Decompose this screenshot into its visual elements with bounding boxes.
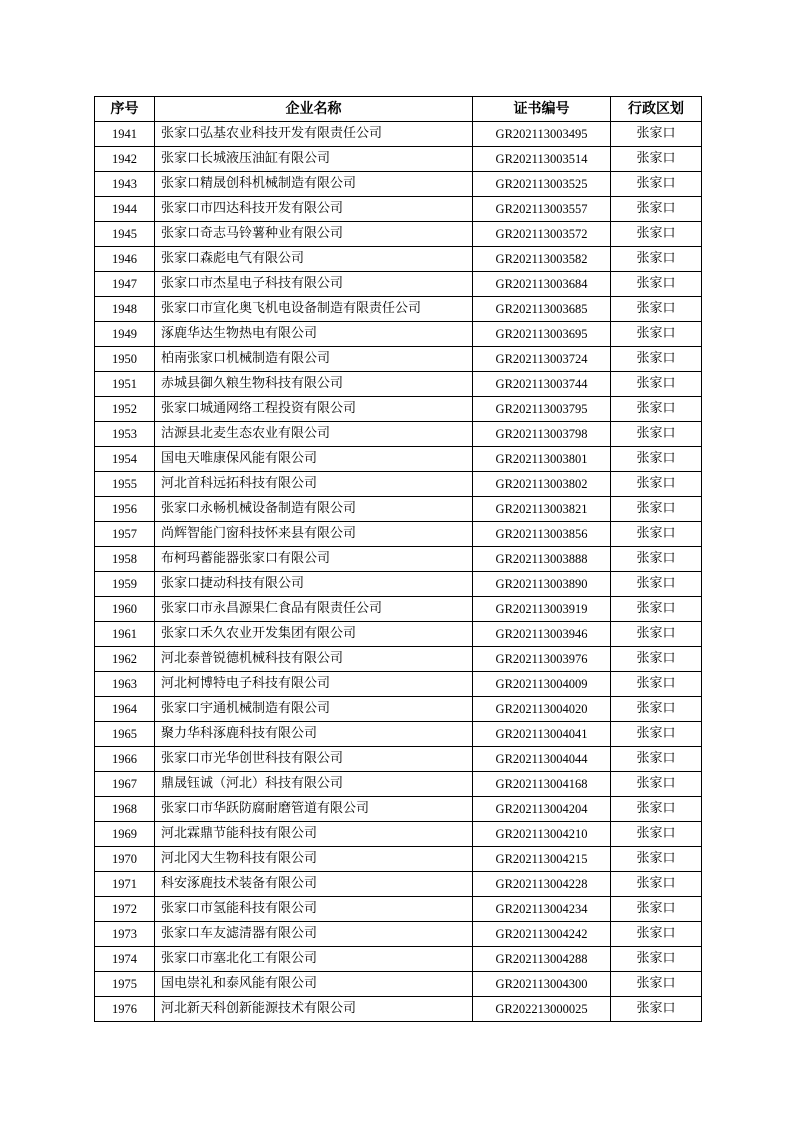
serial-number-cell: 1969	[95, 822, 155, 847]
company-name-cell: 河北冈大生物科技有限公司	[155, 847, 473, 872]
company-name-cell: 张家口城通网络工程投资有限公司	[155, 397, 473, 422]
serial-number-cell: 1968	[95, 797, 155, 822]
region-cell: 张家口	[611, 447, 702, 472]
header-serial-number: 序号	[95, 97, 155, 122]
table-row	[95, 372, 702, 397]
company-name-cell: 张家口市华跃防腐耐磨管道有限公司	[155, 797, 473, 822]
certificate-number-cell: GR202113003798	[473, 422, 611, 447]
certificate-number-cell: GR202113003919	[473, 597, 611, 622]
certificate-number-cell: GR202113003685	[473, 297, 611, 322]
company-name-cell: 涿鹿华达生物热电有限公司	[155, 322, 473, 347]
region-cell: 张家口	[611, 347, 702, 372]
table-row	[95, 322, 702, 347]
region-cell: 张家口	[611, 222, 702, 247]
serial-number-cell: 1950	[95, 347, 155, 372]
company-name-cell: 河北柯博特电子科技有限公司	[155, 672, 473, 697]
region-cell: 张家口	[611, 497, 702, 522]
table-row	[95, 347, 702, 372]
table-row	[95, 847, 702, 872]
region-cell: 张家口	[611, 997, 702, 1022]
serial-number-cell: 1953	[95, 422, 155, 447]
serial-number-cell: 1972	[95, 897, 155, 922]
company-name-cell: 张家口市氢能科技有限公司	[155, 897, 473, 922]
serial-number-cell: 1943	[95, 172, 155, 197]
company-name-cell: 柏南张家口机械制造有限公司	[155, 347, 473, 372]
company-name-cell: 科安涿鹿技术装备有限公司	[155, 872, 473, 897]
company-name-cell: 张家口长城液压油缸有限公司	[155, 147, 473, 172]
serial-number-cell: 1952	[95, 397, 155, 422]
region-cell: 张家口	[611, 572, 702, 597]
serial-number-cell: 1949	[95, 322, 155, 347]
certificate-number-cell: GR202113004234	[473, 897, 611, 922]
company-name-cell: 张家口市杰星电子科技有限公司	[155, 272, 473, 297]
company-name-cell: 张家口市四达科技开发有限公司	[155, 197, 473, 222]
company-name-cell: 张家口弘基农业科技开发有限责任公司	[155, 122, 473, 147]
header-certificate-number: 证书编号	[473, 97, 611, 122]
serial-number-cell: 1959	[95, 572, 155, 597]
region-cell: 张家口	[611, 522, 702, 547]
certificate-number-cell: GR202113004242	[473, 922, 611, 947]
certificate-number-cell: GR202113004215	[473, 847, 611, 872]
serial-number-cell: 1960	[95, 597, 155, 622]
region-cell: 张家口	[611, 847, 702, 872]
certificate-number-cell: GR202113003890	[473, 572, 611, 597]
company-name-cell: 赤城县御久粮生物科技有限公司	[155, 372, 473, 397]
certificate-number-cell: GR202113004210	[473, 822, 611, 847]
region-cell: 张家口	[611, 722, 702, 747]
region-cell: 张家口	[611, 922, 702, 947]
company-name-cell: 河北首科远拓科技有限公司	[155, 472, 473, 497]
region-cell: 张家口	[611, 822, 702, 847]
region-cell: 张家口	[611, 897, 702, 922]
serial-number-cell: 1964	[95, 697, 155, 722]
serial-number-cell: 1967	[95, 772, 155, 797]
certificate-number-cell: GR202113004228	[473, 872, 611, 897]
certificate-number-cell: GR202113004041	[473, 722, 611, 747]
company-name-cell: 张家口市宣化奥飞机电设备制造有限责任公司	[155, 297, 473, 322]
company-name-cell: 河北泰普锐德机械科技有限公司	[155, 647, 473, 672]
certificate-number-cell: GR202113003525	[473, 172, 611, 197]
serial-number-cell: 1974	[95, 947, 155, 972]
table-row	[95, 747, 702, 772]
region-cell: 张家口	[611, 597, 702, 622]
table-row	[95, 647, 702, 672]
certificate-number-cell: GR202113004009	[473, 672, 611, 697]
company-name-cell: 张家口市塞北化工有限公司	[155, 947, 473, 972]
region-cell: 张家口	[611, 297, 702, 322]
company-name-cell: 国电崇礼和泰风能有限公司	[155, 972, 473, 997]
certificate-number-cell: GR202113004204	[473, 797, 611, 822]
table-row	[95, 547, 702, 572]
table-row	[95, 422, 702, 447]
table-row	[95, 397, 702, 422]
region-cell: 张家口	[611, 472, 702, 497]
table-row	[95, 897, 702, 922]
table-row	[95, 297, 702, 322]
table-row	[95, 447, 702, 472]
region-cell: 张家口	[611, 697, 702, 722]
header-administrative-region: 行政区划	[611, 97, 702, 122]
certificate-number-cell: GR202113003557	[473, 197, 611, 222]
certificate-number-cell: GR202113003888	[473, 547, 611, 572]
company-name-cell: 张家口市光华创世科技有限公司	[155, 747, 473, 772]
serial-number-cell: 1963	[95, 672, 155, 697]
certificate-number-cell: GR202113003684	[473, 272, 611, 297]
table-row	[95, 672, 702, 697]
region-cell: 张家口	[611, 272, 702, 297]
region-cell: 张家口	[611, 647, 702, 672]
region-cell: 张家口	[611, 797, 702, 822]
table-header	[95, 97, 702, 122]
serial-number-cell: 1947	[95, 272, 155, 297]
enterprise-table	[94, 96, 702, 1022]
table-row	[95, 772, 702, 797]
serial-number-cell: 1975	[95, 972, 155, 997]
certificate-number-cell: GR202113003695	[473, 322, 611, 347]
company-name-cell: 国电天唯康保风能有限公司	[155, 447, 473, 472]
table-row	[95, 622, 702, 647]
company-name-cell: 张家口捷动科技有限公司	[155, 572, 473, 597]
region-cell: 张家口	[611, 397, 702, 422]
table-row	[95, 997, 702, 1022]
certificate-number-cell: GR202113003514	[473, 147, 611, 172]
table-row	[95, 472, 702, 497]
company-name-cell: 张家口奇志马铃薯种业有限公司	[155, 222, 473, 247]
company-name-cell: 尚辉智能门窗科技怀来县有限公司	[155, 522, 473, 547]
serial-number-cell: 1945	[95, 222, 155, 247]
serial-number-cell: 1973	[95, 922, 155, 947]
serial-number-cell: 1961	[95, 622, 155, 647]
table-row	[95, 972, 702, 997]
serial-number-cell: 1962	[95, 647, 155, 672]
region-cell: 张家口	[611, 372, 702, 397]
table-row	[95, 597, 702, 622]
certificate-number-cell: GR202113004168	[473, 772, 611, 797]
region-cell: 张家口	[611, 247, 702, 272]
table-row	[95, 947, 702, 972]
serial-number-cell: 1965	[95, 722, 155, 747]
region-cell: 张家口	[611, 122, 702, 147]
certificate-number-cell: GR202113003976	[473, 647, 611, 672]
table-row	[95, 522, 702, 547]
company-name-cell: 张家口精晟创科机械制造有限公司	[155, 172, 473, 197]
region-cell: 张家口	[611, 972, 702, 997]
table-row	[95, 147, 702, 172]
certificate-number-cell: GR202113004044	[473, 747, 611, 772]
region-cell: 张家口	[611, 147, 702, 172]
serial-number-cell: 1956	[95, 497, 155, 522]
table-row	[95, 272, 702, 297]
table-row	[95, 697, 702, 722]
certificate-number-cell: GR202213000025	[473, 997, 611, 1022]
company-name-cell: 张家口市永昌源果仁食品有限责任公司	[155, 597, 473, 622]
region-cell: 张家口	[611, 947, 702, 972]
certificate-number-cell: GR202113003582	[473, 247, 611, 272]
serial-number-cell: 1966	[95, 747, 155, 772]
company-name-cell: 河北新天科创新能源技术有限公司	[155, 997, 473, 1022]
serial-number-cell: 1970	[95, 847, 155, 872]
company-name-cell: 张家口车友滤清器有限公司	[155, 922, 473, 947]
serial-number-cell: 1946	[95, 247, 155, 272]
serial-number-cell: 1976	[95, 997, 155, 1022]
serial-number-cell: 1954	[95, 447, 155, 472]
company-name-cell: 沽源县北麦生态农业有限公司	[155, 422, 473, 447]
header-company-name: 企业名称	[155, 97, 473, 122]
serial-number-cell: 1951	[95, 372, 155, 397]
header-row	[95, 97, 702, 122]
region-cell: 张家口	[611, 172, 702, 197]
company-name-cell: 鼎晟钰诚（河北）科技有限公司	[155, 772, 473, 797]
certificate-number-cell: GR202113004288	[473, 947, 611, 972]
table-row	[95, 722, 702, 747]
table-row	[95, 497, 702, 522]
region-cell: 张家口	[611, 672, 702, 697]
table-row	[95, 122, 702, 147]
table-row	[95, 922, 702, 947]
serial-number-cell: 1971	[95, 872, 155, 897]
company-name-cell: 张家口宇通机械制造有限公司	[155, 697, 473, 722]
region-cell: 张家口	[611, 197, 702, 222]
serial-number-cell: 1944	[95, 197, 155, 222]
region-cell: 张家口	[611, 547, 702, 572]
table-row	[95, 172, 702, 197]
company-name-cell: 张家口永畅机械设备制造有限公司	[155, 497, 473, 522]
serial-number-cell: 1957	[95, 522, 155, 547]
table-body	[95, 122, 702, 1022]
table-row	[95, 797, 702, 822]
region-cell: 张家口	[611, 747, 702, 772]
region-cell: 张家口	[611, 872, 702, 897]
certificate-number-cell: GR202113004020	[473, 697, 611, 722]
certificate-number-cell: GR202113003801	[473, 447, 611, 472]
certificate-number-cell: GR202113004300	[473, 972, 611, 997]
region-cell: 张家口	[611, 772, 702, 797]
region-cell: 张家口	[611, 422, 702, 447]
company-name-cell: 聚力华科涿鹿科技有限公司	[155, 722, 473, 747]
company-name-cell: 张家口森彪电气有限公司	[155, 247, 473, 272]
certificate-number-cell: GR202113003724	[473, 347, 611, 372]
table-row	[95, 572, 702, 597]
certificate-number-cell: GR202113003795	[473, 397, 611, 422]
serial-number-cell: 1958	[95, 547, 155, 572]
company-name-cell: 河北霖鼎节能科技有限公司	[155, 822, 473, 847]
certificate-number-cell: GR202113003802	[473, 472, 611, 497]
serial-number-cell: 1955	[95, 472, 155, 497]
serial-number-cell: 1942	[95, 147, 155, 172]
company-name-cell: 布柯玛蓄能器张家口有限公司	[155, 547, 473, 572]
serial-number-cell: 1941	[95, 122, 155, 147]
certificate-number-cell: GR202113003821	[473, 497, 611, 522]
table-row	[95, 222, 702, 247]
table-row	[95, 197, 702, 222]
serial-number-cell: 1948	[95, 297, 155, 322]
certificate-number-cell: GR202113003495	[473, 122, 611, 147]
certificate-number-cell: GR202113003856	[473, 522, 611, 547]
table-row	[95, 872, 702, 897]
company-name-cell: 张家口禾久农业开发集团有限公司	[155, 622, 473, 647]
certificate-number-cell: GR202113003744	[473, 372, 611, 397]
table-row	[95, 247, 702, 272]
certificate-number-cell: GR202113003946	[473, 622, 611, 647]
table-row	[95, 822, 702, 847]
region-cell: 张家口	[611, 622, 702, 647]
certificate-number-cell: GR202113003572	[473, 222, 611, 247]
region-cell: 张家口	[611, 322, 702, 347]
